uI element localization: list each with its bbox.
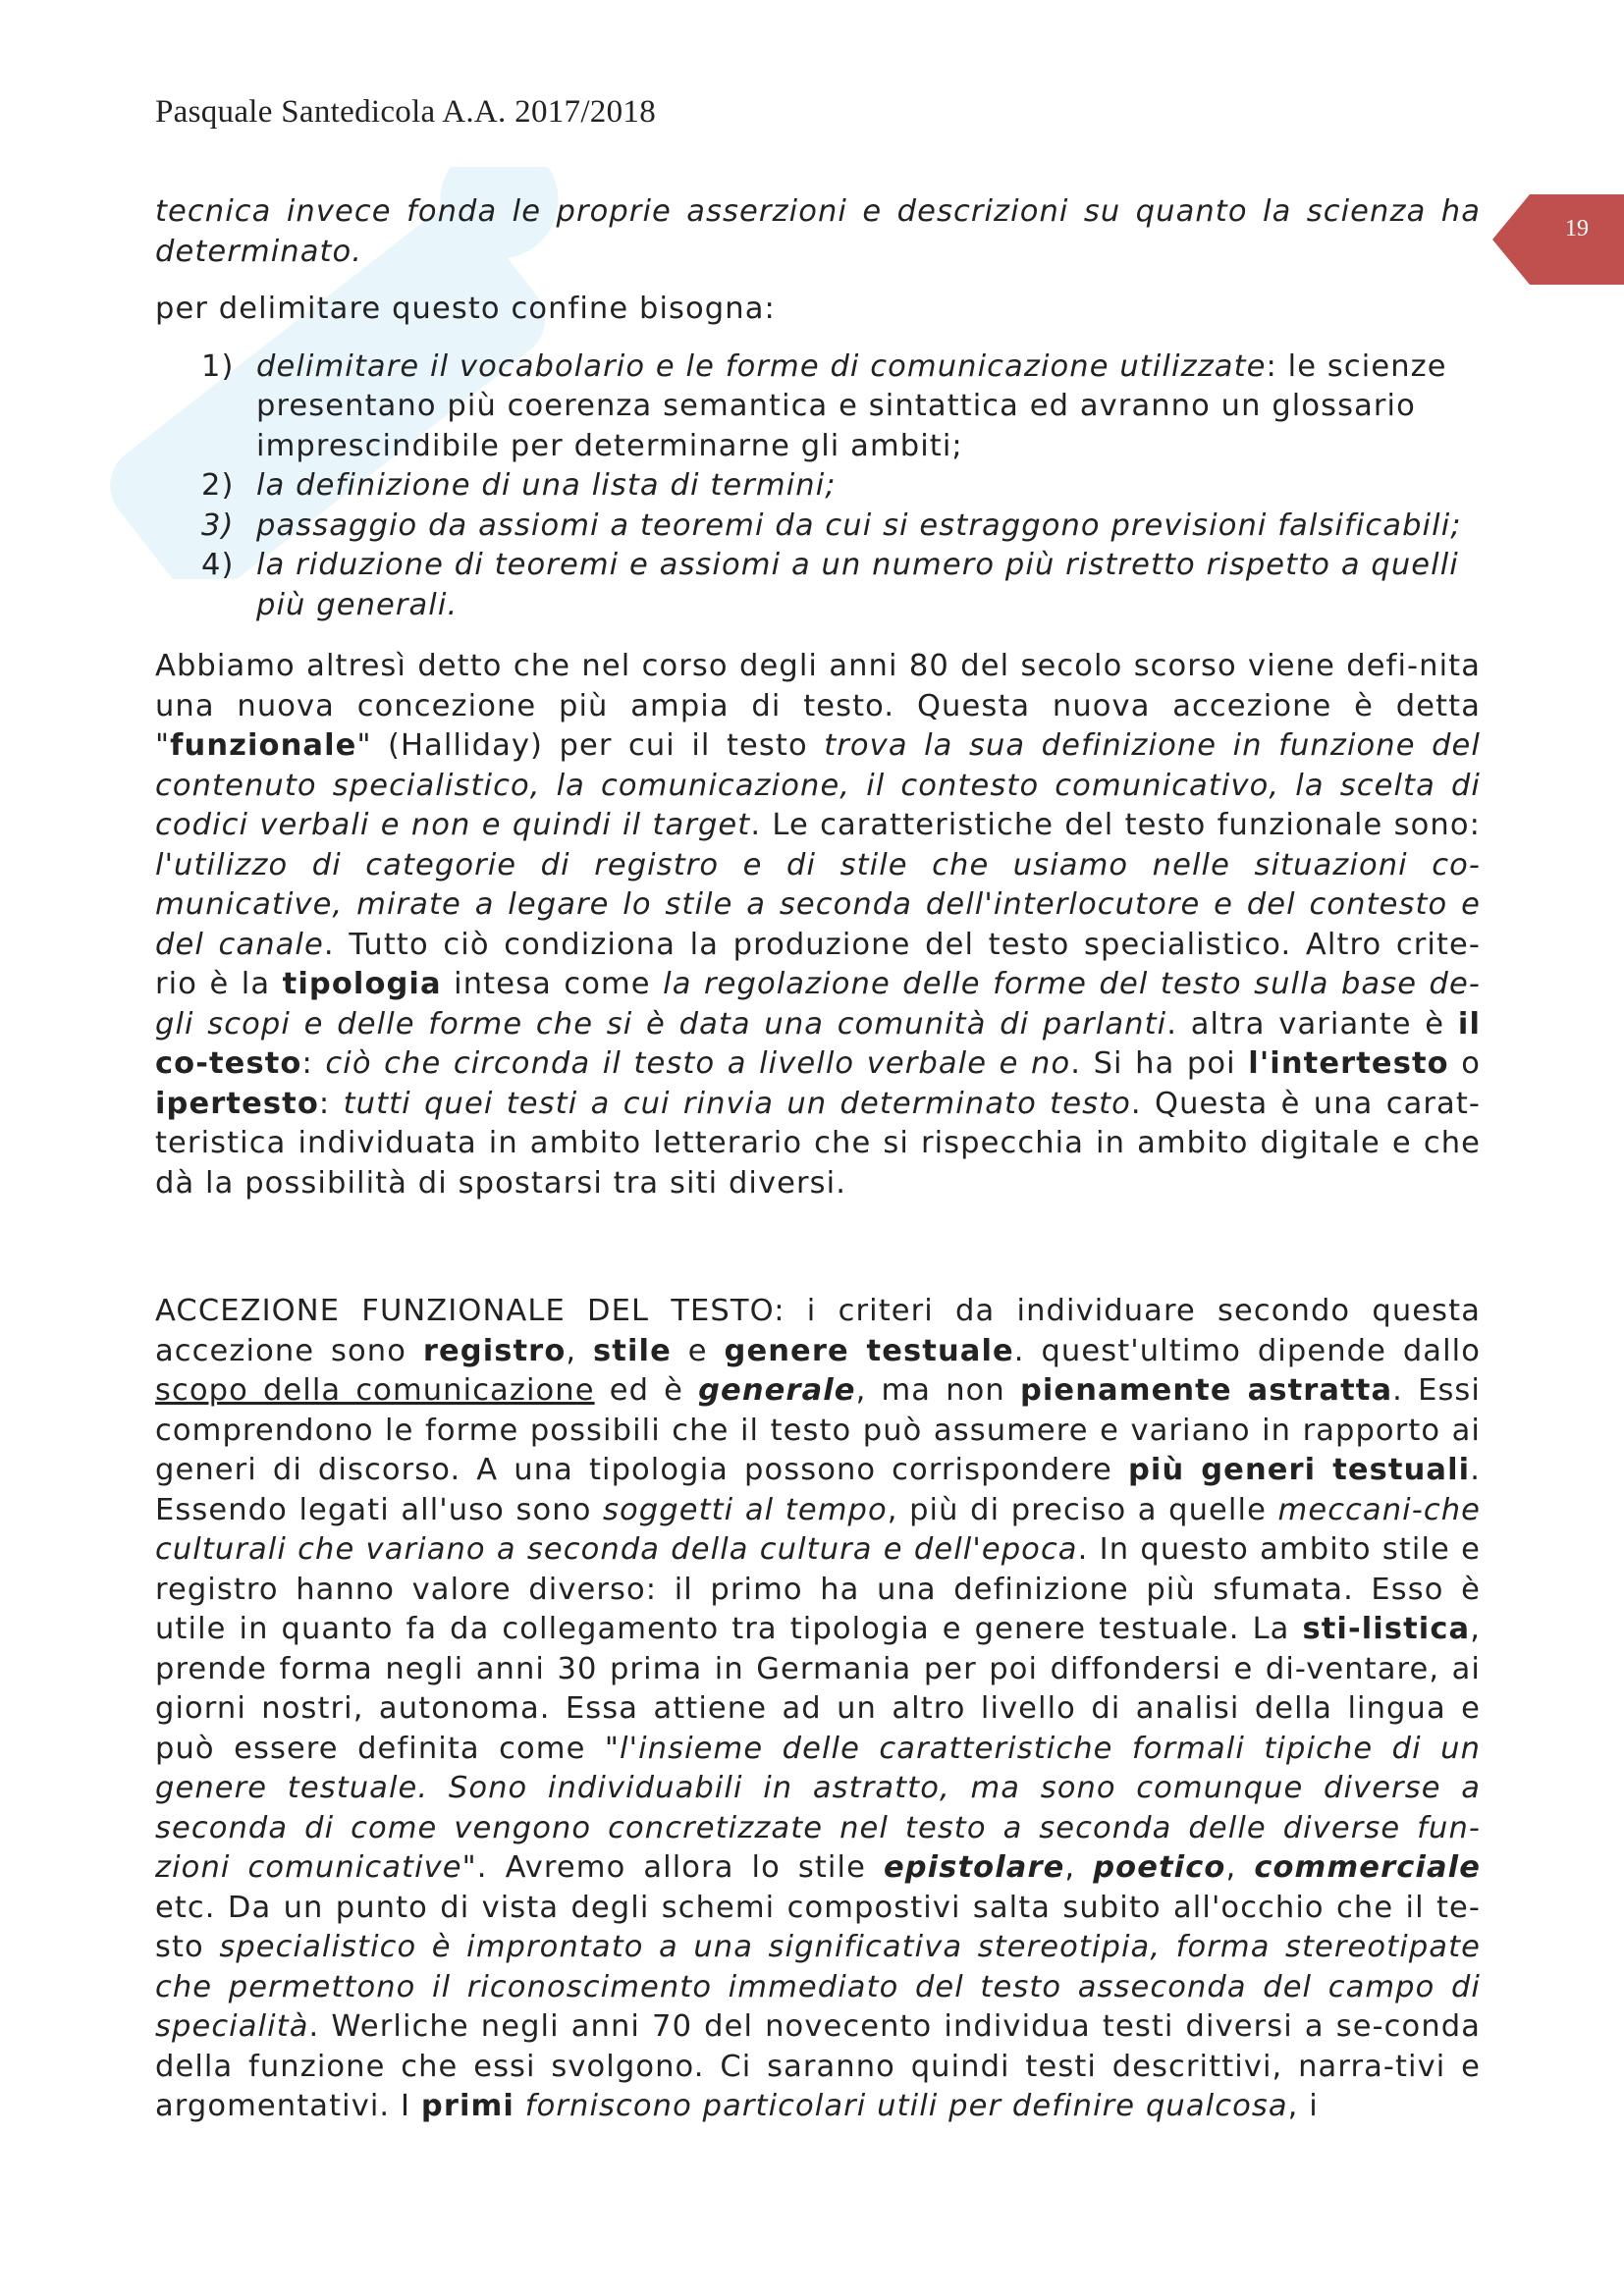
criteria-list [155, 347, 1481, 626]
document-body [155, 192, 1481, 2127]
list-item-text: : le scienze presentano più coerenza semantica e sintattica ed avranno un glossario imprescindibile per determinarne gli ambiti; [256, 348, 1447, 463]
list-item-italic: la riduzione di teoremi e assiomi a un numero più ristretto rispetto a quelli più generali. [256, 548, 1459, 622]
page-number: 19 [1565, 216, 1589, 241]
term-tipologia: tipologia [282, 967, 442, 1001]
page-number-badge [1492, 194, 1624, 285]
term-co-testo: il co-testo [155, 1006, 1481, 1081]
list-item [155, 546, 1481, 625]
list-number: 1) [201, 348, 235, 384]
term-funzionale: funzionale [170, 728, 357, 763]
list-number: 3) [201, 507, 235, 543]
section-heading: ACCEZIONE FUNZIONALE DEL TESTO [155, 1294, 775, 1328]
page-header: Pasquale Santedicola A.A. 2017/2018 [155, 94, 657, 130]
paragraph-continuation: tecnica invece fonda le proprie asserzioni e descrizioni su quanto la scienza ha determinato. [155, 194, 1481, 269]
list-item-italic: passaggio da assiomi a teoremi da cui si estraggono previsioni falsificabili; [256, 507, 1462, 543]
list-item [155, 507, 1481, 547]
paragraph-funzionale: Abbiamo altresì detto che nel corso degli anni 80 del secolo scorso viene defi-nita una nuova concezione più ampia di testo. Questa nuova accezione è detta "funzionale" (Halliday) per cui il testo trova la sua definizione in funzione del contenuto specialistico, la comunicazione, il contesto comunicativo, la scelta di codici verbali e non e quindi il target. Le caratteristiche del testo funzionale sono: l'utilizzo di categorie di registro e di stile che usiamo nelle situazioni co-municative, mirate a legare lo stile a seconda dell'interlocutore e del contesto e del canale. Tutto ciò condiziona la produzione del testo specialistico. Altro crite-rio è la tipologia intesa come la regolazione delle forme del testo sulla base de-gli scopi e delle forme che si è data una comunità di parlanti. altra variante è il co-testo: ciò che circonda il testo a livello verbale e no. Si ha poi l'intertesto o ipertesto: tutti quei testi a cui rinvia un determinato testo. Questa è una carat-teristica individuata in ambito letterario che si rispecchia in ambito digitale e che dà la possibilità di spostarsi tra siti diversi. [155, 649, 1482, 1201]
list-item-italic: delimitare il vocabolario e le forme di comunicazione utilizzate [256, 348, 1267, 384]
list-number: 4) [201, 548, 235, 582]
list-item [155, 347, 1481, 467]
underlined-term: scopo della comunicazione [155, 1373, 595, 1408]
paragraph-accezione-funzionale: ACCEZIONE FUNZIONALE DEL TESTO: i criteri da individuare secondo questa accezione sono registro, stile e genere testuale. quest'ultimo dipende dallo scopo della comunicazione ed è generale, ma non pienamente astratta. Essi comprendono le forme possibili che il testo può assumere e variano in rapporto ai generi di discorso. A una tipologia possono corrispondere più generi testuali. Essendo legati all'uso sono soggetti al tempo, più di preciso a quelle meccani-che culturali che variano a seconda della cultura e dell'epoca. In questo ambito stile e registro hanno valore diverso: il primo ha una definizione più sfumata. Esso è utile in quanto fa da collegamento tra tipologia e genere testuale. La sti-listica, prende forma negli anni 30 prima in Germania per poi diffondersi e di-ventare, ai giorni nostri, autonoma. Essa attiene ad un altro livello di analisi della lingua e può essere definita come "l'insieme delle caratteristiche formali tipiche di un genere testuale. Sono individuabili in astratto, ma sono comunque diverse a seconda di come vengono concretizzate nel testo a seconda delle diverse fun-zioni comunicative". Avremo allora lo stile epistolare, poetico, commerciale etc. Da un punto di vista degli schemi compostivi salta subito all'occhio che il te-sto specialistico è improntato a una significativa stereotipia, forma stereotipate che permettono il riconoscimento immediato del testo asseconda del campo di specialità. Werliche negli anni 70 del novecento individua testi diversi a se-conda della funzione che essi svolgono. Ci saranno quindi testi descrittivi, narra-tivi e argomentativi. I primi forniscono particolari utili per definire qualcosa, i [155, 1294, 1481, 2123]
list-item-italic: la definizione di una lista di termini; [256, 468, 837, 503]
paragraph-intro-list: per delimitare questo confine bisogna: [155, 292, 776, 326]
term-intertesto: l'intertesto [1248, 1046, 1449, 1081]
term-ipertesto: ipertesto [155, 1086, 319, 1121]
list-number: 2) [201, 468, 235, 503]
list-item [155, 466, 1481, 507]
